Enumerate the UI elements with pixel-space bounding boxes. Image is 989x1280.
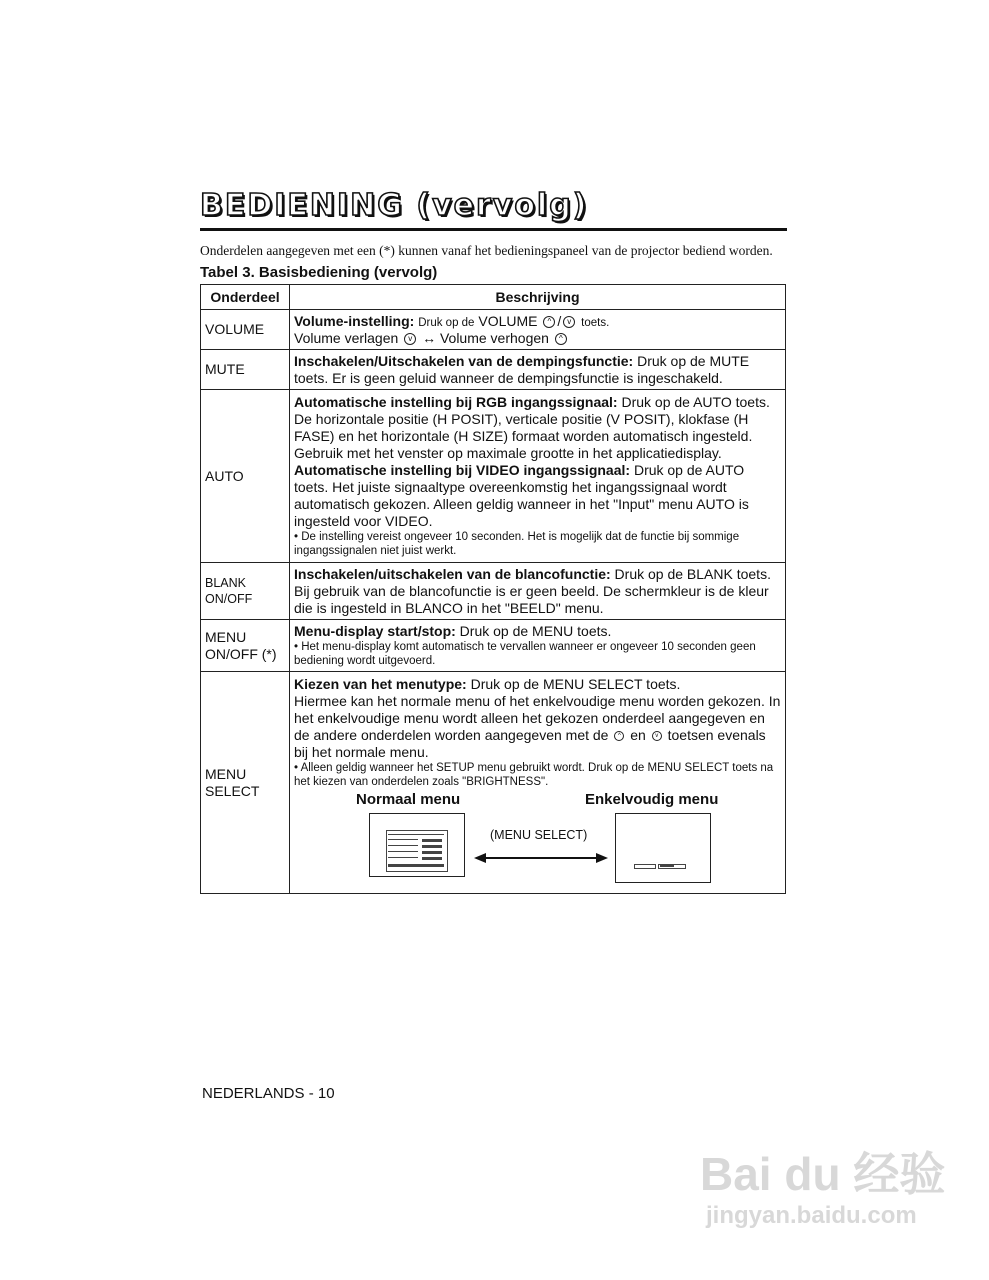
auto-note: • De instelling vereist ongeveer 10 seconden. Het is mogelijk dat de functie bij sommige ingangssignalen niet juist werkt. [294, 531, 740, 557]
single-menu-item [634, 864, 656, 869]
menu-select-text2: Hiermee kan het normale menu of het enkelvoudige menu worden gekozen. In het enkelvoudige menu wordt alleen het gekozen onderdeel aangegeven en de andere onderdelen worden aangegeven met de [294, 693, 781, 743]
blank-key-2: ON/OFF [205, 592, 253, 606]
table-row-auto [201, 390, 786, 563]
watermark [700, 1130, 946, 1250]
row-desc-menu-select [290, 672, 786, 894]
operations-table [200, 284, 786, 894]
row-key-auto: AUTO [201, 390, 290, 563]
arrow-label: (MENU SELECT) [490, 828, 588, 842]
page-title: BEDIENING (vervolg) [200, 188, 589, 223]
menu-diagram [294, 791, 782, 889]
mute-bold: Inschakelen/Uitschakelen van de dempingsfunctie: [294, 352, 634, 369]
blank-bold: Inschakelen/uitschakelen van de blancofunctie: [294, 565, 611, 582]
row-key-volume: VOLUME [201, 310, 290, 350]
down-arrow-icon: v [652, 731, 662, 741]
down-arrow-icon: v [404, 333, 416, 345]
menu-select-key-1: MENU [205, 765, 247, 782]
blank-key-1: BLANK [205, 576, 246, 590]
menu-select-bold: Kiezen van het menutype: [294, 676, 467, 692]
arrow-right-icon [596, 853, 608, 863]
auto-bold-rgb: Automatische instelling bij RGB ingangssignaal: [294, 394, 618, 410]
auto-text-rgb: Druk op de AUTO toets. De horizontale positie (H POSIT), verticale positie (V POSIT), klokfase (H FASE) en het horizontale (H SIZE) formaat worden automatisch ingesteld. Gebruik met het venster op maximale grootte in het applicatiedisplay. [294, 394, 770, 461]
normal-menu-label: Normaal menu [356, 791, 461, 808]
up-arrow-icon: ^ [543, 316, 555, 328]
col-header-item: Onderdeel [201, 285, 290, 310]
auto-text-video: Druk op de AUTO toets. Het juiste signaaltype overeenkomstig het ingangssignaal wordt automatisch gekozen. Alleen geldig wanneer in het "Input" menu AUTO is ingesteld voor VIDEO. [294, 462, 749, 529]
menu-select-note: • Alleen geldig wanneer het SETUP menu gebruikt wordt. Druk op de MENU SELECT toets na het kiezen van onderdelen zoals "BRIGHTNESS". [294, 762, 774, 788]
page-footer: NEDERLANDS - 10 [202, 1085, 335, 1102]
up-arrow-icon: ^ [614, 731, 624, 741]
row-desc-blank [290, 563, 786, 620]
down-arrow-icon: v [563, 316, 575, 328]
menu-select-key-2: SELECT [205, 782, 260, 799]
row-key-blank [201, 563, 290, 620]
row-desc-menu-onoff [290, 620, 786, 672]
watermark-brand: Bai du 经验 [700, 1148, 946, 1200]
up-arrow-icon: ^ [555, 333, 567, 345]
menu-onoff-note: • Het menu-display komt automatisch te vervallen wanneer er ongeveer 10 seconden geen bediening wordt uitgevoerd. [294, 641, 756, 667]
table-row-blank [201, 563, 786, 620]
auto-bold-video: Automatische instelling bij VIDEO ingangssignaal: [294, 462, 631, 478]
menu-onoff-bold: Menu-display start/stop: [294, 623, 456, 639]
col-header-description: Beschrijving [290, 285, 786, 310]
volume-t3: / [557, 312, 562, 329]
blank-text: Druk op de BLANK toets. Bij gebruik van de blancofunctie is er geen beeld. De schermkleur is de kleur die is ingesteld in BLANCO in het "BEELD" menu. [294, 565, 771, 616]
watermark-url: jingyan.baidu.com [706, 1202, 917, 1229]
menu-onoff-key-1: MENU [205, 628, 247, 645]
arrow-line [484, 857, 598, 859]
menu-select-text1: Druk op de MENU SELECT toets. [466, 676, 681, 692]
volume-t6: ↔ Volume verhogen [422, 329, 549, 346]
menu-select-text3: en [630, 727, 646, 743]
mute-text: Druk op de MUTE toets. Er is geen geluid wanneer de dempingsfunctie is ingeschakeld. [294, 352, 750, 386]
single-menu-label: Enkelvoudig menu [585, 791, 719, 808]
row-desc-volume [290, 310, 786, 350]
volume-t4: toets. [581, 316, 610, 329]
table-caption: Tabel 3. Basisbediening (vervolg) [200, 264, 438, 281]
title-rule [200, 228, 787, 231]
menu-select-text4: toetsen evenals bij het normale menu. [294, 727, 766, 760]
row-desc-mute [290, 350, 786, 390]
volume-t1: Druk op de [418, 316, 475, 329]
row-desc-auto [290, 390, 786, 563]
row-key-menu-onoff [201, 620, 290, 672]
table-row-menu-select [201, 672, 786, 894]
single-menu-screen [615, 813, 711, 883]
volume-bold: Volume-instelling: [294, 312, 415, 329]
intro-text: Onderdelen aangegeven met een (*) kunnen vanaf het bedieningspaneel van de projector bediend worden. [200, 243, 773, 258]
row-key-menu-select [201, 672, 290, 894]
menu-onoff-key-2: ON/OFF (*) [205, 645, 277, 662]
normal-menu-screen [369, 813, 465, 877]
table-row-menu-onoff [201, 620, 786, 672]
table-header-row [201, 285, 786, 310]
volume-t2: VOLUME [478, 312, 538, 329]
volume-t5: Volume verlagen [294, 329, 399, 346]
table-row-mute [201, 350, 786, 390]
menu-onoff-text: Druk op de MENU toets. [455, 623, 612, 639]
table-row-volume [201, 310, 786, 350]
row-key-mute: MUTE [201, 350, 290, 390]
